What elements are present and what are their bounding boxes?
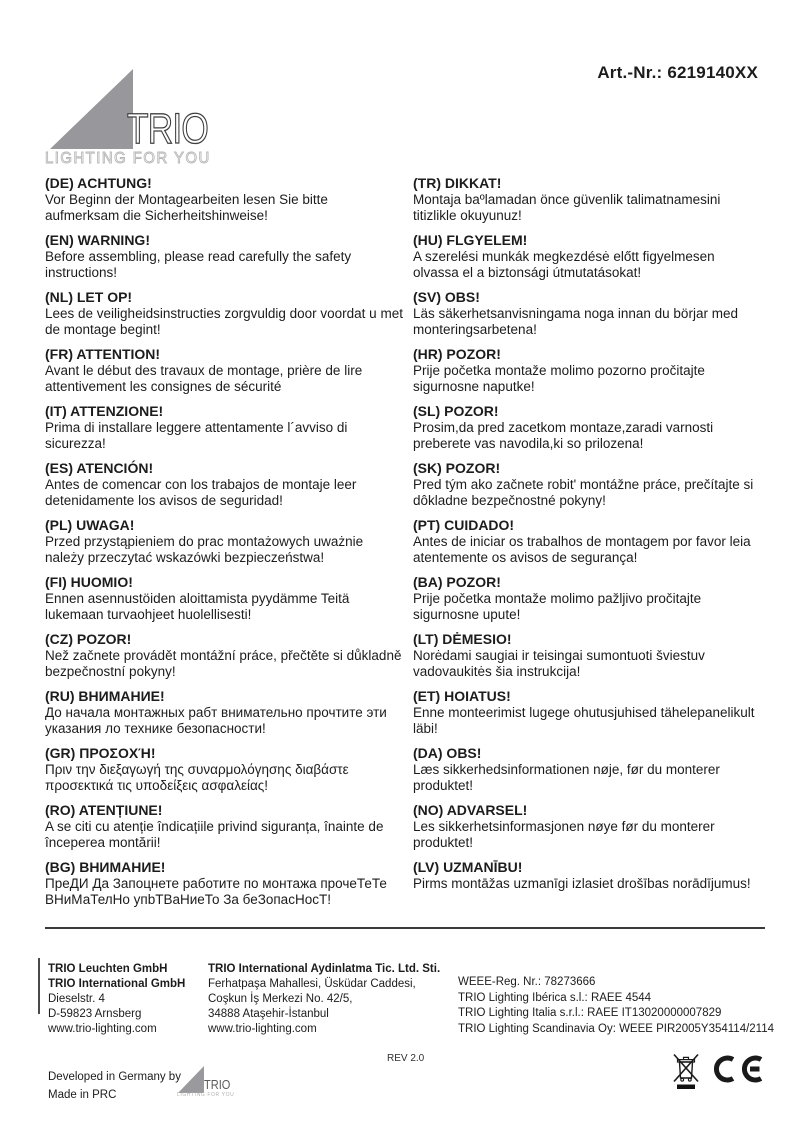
warning-title: (HR) POZOR! xyxy=(413,346,501,362)
footer-line: Coşkun İş Merkezi No. 42/5, xyxy=(208,993,353,1005)
warning-block-nl xyxy=(45,288,403,338)
warning-body: Enne monteerimist lugege ohutusjuhised tähelepanelikult läbi! xyxy=(413,705,755,736)
warning-block-ba xyxy=(413,573,757,623)
warning-title: (LV) UZMANĪBU! xyxy=(413,859,523,875)
warning-title: (DE) ACHTUNG! xyxy=(45,175,152,191)
warning-title: (NO) ADVARSEL! xyxy=(413,802,528,818)
warning-body: Prije početka montaže molimo pažljivo pročitajte sigurnosne upute! xyxy=(413,591,702,622)
warning-block-de xyxy=(45,174,403,224)
warning-block-pt xyxy=(413,516,757,566)
trio-small-logo-triangle-icon xyxy=(178,1066,204,1093)
warning-block-hr xyxy=(413,345,757,395)
footer-line: TRIO International Aydinlatma Tic. Ltd. Sti. xyxy=(208,963,441,975)
warning-body: Norėdami saugiai ir teisingai sumontuoti šviestuv vadovaukitės šia instrukcija! xyxy=(413,648,705,679)
warning-title: (SV) OBS! xyxy=(413,289,480,305)
warning-body: Pred tým ako začnete robit' montážne práce, prečítajte si dôkladne bezpečnostné pokyny! xyxy=(413,477,754,508)
warning-block-sl xyxy=(413,402,757,452)
warning-body: Before assembling, please read carefully the safety instructions! xyxy=(45,249,352,280)
footer-address-germany xyxy=(48,962,208,1037)
footer-line: TRIO International GmbH xyxy=(48,978,186,990)
warning-block-en xyxy=(45,231,403,281)
weee-crossed-out-bin-icon xyxy=(671,1051,701,1096)
warning-block-hu xyxy=(413,231,757,281)
warning-block-sk xyxy=(413,459,757,509)
warning-body: Antes de iniciar os trabalhos de montagem por favor leia atentemente os avisos de segurança! xyxy=(413,534,751,565)
revision-label: REV 2.0 xyxy=(387,1053,425,1064)
warning-title: (SL) POZOR! xyxy=(413,403,499,419)
warning-block-sv xyxy=(413,288,757,338)
trio-logo-triangle-icon xyxy=(50,69,133,149)
warning-title: (GR) ΠΡΟΣΟΧΉ! xyxy=(45,745,156,761)
warning-block-tr xyxy=(413,174,757,224)
warning-body: Przed przystąpieniem do prac montażowych uważnie należy przeczytać wskazówki bezpieczeństwa! xyxy=(45,534,364,565)
made-in-line: Developed in Germany by xyxy=(48,1071,181,1083)
warning-block-lt xyxy=(413,630,757,680)
warning-title: (DA) OBS! xyxy=(413,745,482,761)
warning-block-et xyxy=(413,687,757,737)
footer-left-rule xyxy=(38,958,40,1014)
footer-line: TRIO Lighting Ibérica s.l.: RAEE 4544 xyxy=(458,991,652,1004)
warning-body: ПреДИ Да Запоцнете работите по монтажа прочеТеТе ВНиМаТелНо упbТВаНиеТо За беЗопасНосТ! xyxy=(45,876,387,907)
warning-body: Než začnete provádět montážní práce, přečtěte si důkladně bezpečnostní pokyny! xyxy=(45,648,402,679)
warning-block-pl xyxy=(45,516,403,566)
warning-title: (PL) UWAGA! xyxy=(45,517,135,533)
ce-mark-icon xyxy=(712,1055,764,1088)
trio-logo-tagline: LIGHTING FOR YOU xyxy=(45,150,211,167)
warning-block-es xyxy=(45,459,403,509)
footer-line: 34888 Ataşehir-İstanbul xyxy=(208,1008,329,1020)
warning-body: Ennen asennustöiden aloittamista pyydämme Teitä lukemaan turvaohjeet huolellisesti! xyxy=(45,591,350,622)
footer-line: TRIO Lighting Italia s.r.l.: RAEE IT13020000007829 xyxy=(458,1007,722,1019)
article-number: Art.-Nr.: 6219140XX xyxy=(597,63,758,82)
warning-block-ru xyxy=(45,687,403,737)
warning-title: (RO) ATENȚIUNE! xyxy=(45,802,163,818)
warning-title: (IT) ATTENZIONE! xyxy=(45,403,164,419)
warning-title: (NL) LET OP! xyxy=(45,289,133,305)
warning-body: Vor Beginn der Montagearbeiten lesen Sie bitte aufmerksam die Sicherheitshinweise! xyxy=(45,192,328,223)
footer-line: Dieselstr. 4 xyxy=(48,993,105,1005)
warnings-section xyxy=(45,174,767,915)
warning-title: (ET) HOIATUS! xyxy=(413,688,511,704)
warning-block-it xyxy=(45,402,403,452)
warning-body: Les sikkerhetsinformasjonen nøye før du monterer produktet! xyxy=(413,819,715,850)
warning-body: A se citi cu atenție îndicațiile privind siguranța, înainte de începerea montării! xyxy=(45,819,384,850)
warning-block-da xyxy=(413,744,757,794)
warning-body: Prosim,da pred zacetkom montaze,zaradi varnosti preberete vas navodila,ki so prilozena! xyxy=(413,420,714,451)
warning-title: (BA) POZOR! xyxy=(413,574,501,590)
warning-block-no xyxy=(413,801,757,851)
warning-body: До начала монтажных рабт внимательно прочтите эти указания ло технике безопасности! xyxy=(45,705,387,736)
warning-body: Læs sikkerhedsinformationen nøje, før du monterer produktet! xyxy=(413,762,720,793)
warning-title: (PT) CUIDADO! xyxy=(413,517,515,533)
footer-line: www.trio-lighting.com xyxy=(208,1023,317,1035)
warnings-column-left xyxy=(45,174,413,915)
warning-block-fi xyxy=(45,573,403,623)
warning-title: (ES) ATENCIÓN! xyxy=(45,460,154,476)
warning-body: Lees de veiligheidsinstructies zorgvuldig door voordat u met de montage begint! xyxy=(45,306,403,337)
warnings-column-right xyxy=(413,174,767,915)
warning-title: (FI) HUOMIO! xyxy=(45,574,133,590)
warning-title: (SK) POZOR! xyxy=(413,460,501,476)
warning-title: (CZ) POZOR! xyxy=(45,631,132,647)
warning-body: Montaja baºlamadan önce güvenlik talimatnamesini titizlikle okuyunuz! xyxy=(413,192,721,223)
warning-body: Πριν την διεξαγωγή της συναρμολόγησης διαβάστε προσεκτικά τις υποδείξεις ασφαλείας! xyxy=(45,762,349,793)
warning-title: (HU) FLGYELEM! xyxy=(413,232,528,248)
footer-divider xyxy=(45,927,765,929)
warning-body: Avant le début des travaux de montage, prière de lire attentivement les consignes de sécurité xyxy=(45,363,363,394)
made-in-note xyxy=(48,1068,181,1104)
warning-body: Läs säkerhetsanvisningama noga innan du börjar med monteringsarbetena! xyxy=(413,306,738,337)
warning-block-cz xyxy=(45,630,403,680)
footer-weee-registrations xyxy=(458,975,775,1037)
warning-title: (RU) ВНИМАНИЕ! xyxy=(45,688,165,704)
warning-block-fr xyxy=(45,345,403,395)
warning-body: Antes de comencar con los trabajos de montaje leer detenidamente los avisos de seguridad! xyxy=(45,477,357,508)
trio-small-logo-tagline: LIGHTING FOR YOU xyxy=(177,1092,235,1098)
warning-title: (TR) DIKKAT! xyxy=(413,175,502,191)
warning-block-lv xyxy=(413,858,757,892)
warning-title: (FR) ATTENTION! xyxy=(45,346,161,362)
warning-block-bg xyxy=(45,858,403,908)
warning-body: Prima di installare leggere attentamente l´avviso di sicurezza! xyxy=(45,420,348,451)
warning-title: (EN) WARNING! xyxy=(45,232,150,248)
warning-body: Prije početka montaže molimo pozorno pročitajte sigurnosne naputke! xyxy=(413,363,705,394)
footer-line: WEEE-Reg. Nr.: 78273666 xyxy=(458,976,596,988)
footer-line: www.trio-lighting.com xyxy=(48,1023,157,1035)
warning-body: Pirms montāžas uzmanīgi izlasiet drošības norādījumus! xyxy=(413,876,751,891)
footer-addresses xyxy=(48,962,775,1037)
footer-address-turkey xyxy=(208,962,458,1037)
footer-line: TRIO Lighting Scandinavia Oy: WEEE PIR2005Y354114/2114 xyxy=(458,1022,775,1035)
warning-title: (BG) ВНИМАНИЕ! xyxy=(45,859,166,875)
warning-body: A szerelési munkák megkezdésė előtt figyelmesen olvassa el a biztonsági útmutatásokat! xyxy=(413,249,715,280)
footer-line: D-59823 Arnsberg xyxy=(48,1008,142,1020)
trio-logo-wordmark: TRIO xyxy=(127,105,208,153)
warning-block-gr xyxy=(45,744,403,794)
warning-block-ro xyxy=(45,801,403,851)
trio-small-logo-wordmark: TRIO xyxy=(204,1077,231,1092)
warning-title: (LT) DĖMESIO! xyxy=(413,631,512,647)
footer-line: TRIO Leuchten GmbH xyxy=(48,963,168,975)
made-in-line: Made in PRC xyxy=(48,1089,117,1101)
footer-line: Ferhatpaşa Mahallesi, Üsküdar Caddesi, xyxy=(208,978,416,990)
